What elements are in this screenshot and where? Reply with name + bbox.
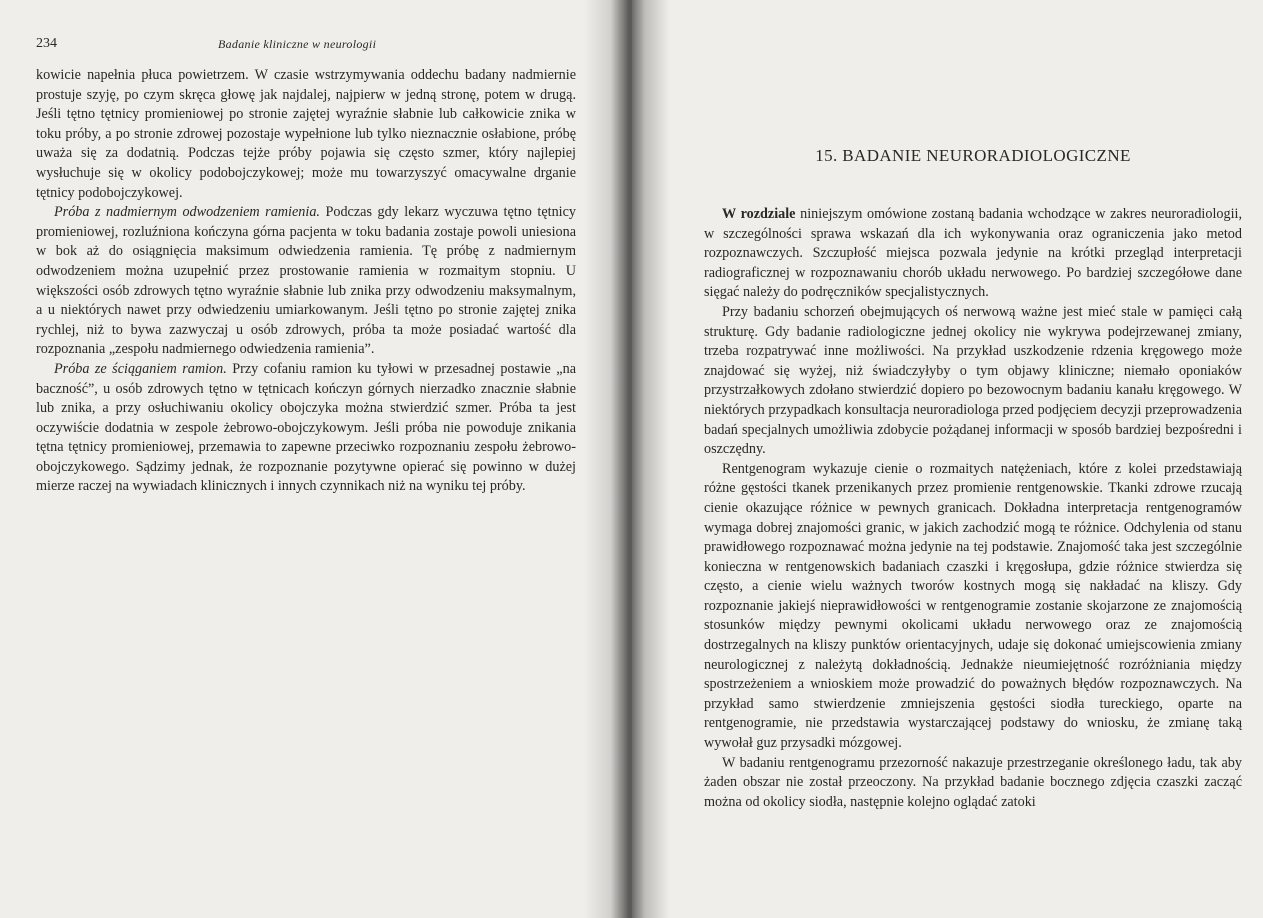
- running-title: Badanie kliniczne w neurologii: [218, 37, 377, 51]
- paragraph: [36, 203, 576, 360]
- paragraph: [704, 303, 1242, 460]
- paragraph-text: W badaniu rentgenogramu przezorność nakazuje przestrzeganie określonego ładu, tak aby żaden obszar nie został przeoczony. Na przykład badanie bocznego zdjęcia czaszki zacząć można od okolicy siodła, następnie kolejno oglądać zatoki: [704, 754, 1242, 810]
- paragraph-text: niniejszym omówione zostaną badania wchodzące w zakres neuroradiologii, w szczególności sprawa wskazań dla ich wykonywania oraz ograniczenia jako metod rozpoznawczych. Szczupłość miejsca pozwala jedynie na krótki przegląd interpretacji radiograficznej w rozpoznawaniu chorób układu nerwowego. Po bardziej szczegółowe dane sięgać należy do podręczników specjalistycznych.: [704, 206, 1243, 301]
- paragraph-text: Przy badaniu schorzeń obejmujących oś nerwową ważne jest mieć stale w pamięci całą strukturę. Gdy badanie radiologiczne jednej okolicy nie wykrywa podejrzewanej zmiany, trzeba rozpatrywać inne możliwości. Na przykład uszkodzenie rdzenia kręgowego może znajdować się wyżej, niż świadczyłyby o tym objawy kliniczne; niemało oponiaków przystrzałkowych zdołano stwierdzić dopiero po bezowocnym badaniu kanału kręgowego. W niektórych przypadkach konsultacja neuroradiologa przed podjęciem decyzji przeprowadzenia badań specjalnych umożliwia zdobycie pożądanej informacji w sposób bardziej bezpośredni i oszczędny.: [704, 303, 1242, 458]
- paragraph: [704, 754, 1242, 813]
- paragraph-lead: Próba ze ściąganiem ramion.: [54, 360, 227, 377]
- paragraph-text: Przy cofaniu ramion ku tyłowi w przesadnej postawie „na baczność”, u osób zdrowych tętno w tętnicach kończyn górnych nierzadko znacznie słabnie lub znika, a przy osłuchiwaniu okolicy obojczyka można stwierdzić szmer. Próba ta jest oczywiście dodatnia w zespole żebrowo-obojczykowym. Jeśli próba nie powoduje znikania tętna tętnicy promieniowej, przemawia to zapewne przeciwko rozpoznaniu zespołu żebrowo-obojczykowego. Sądzimy jednak, że rozpoznanie pozytywne opierać się powinno w dużej mierze raczej na wywiadach klinicznych i innych czynnikach niż na wyniku tej próby.: [36, 360, 576, 495]
- running-head: [36, 36, 576, 54]
- paragraph-text: Rentgenogram wykazuje cienie o rozmaitych natężeniach, które z kolei przedstawiają różne gęstości tkanek przenikanych przez promienie rentgenowskie. Tkanki zdrowe rzucają cienie okazujące różnice w pewnych granicach. Dokładna interpretacja rentgenogramów wymaga dobrej znajomości granic, w jakich zachodzić mogą te różnice. Odchylenia od stanu prawidłowego rozpoznawać można jedynie na tej podstawie. Znajomość taka jest szczególnie konieczna w rentgenowskich badaniach czaszki i kręgosłupa, gdzie różnice stwierdza się często, a cienie wielu ważnych tworów kostnych mogą się nakładać na kliszy. Gdy rozpoznanie jakiejś nieprawidłowości w rentgenogramie zostanie skojarzone ze znajomością stosunków między pewnymi okolicami układu nerwowego oraz ze znajomością dostrzegalnych na kliszy punktów orientacyjnych, udaje się dokonać umiejscowienia zmiany neurologicznej z należytą dokładnością. Jednakże nieumiejętność rozróżniania między spostrzeżeniem a wnioskiem może prowadzić do poważnych błędów rozpoznawczych. Na przykład samo stwierdzenie zmniejszenia gęstości siodła tureckiego, oparte na rentgenogramie, nie przedstawia wystarczającej podstawy do wniosku, że zmianę taką wywołał guz przysadki mózgowej.: [704, 460, 1242, 752]
- paragraph: [36, 360, 576, 497]
- paragraph: [36, 66, 576, 203]
- left-page-text: [36, 66, 576, 497]
- page-number: 234: [36, 36, 57, 51]
- paragraph-lead: Próba z nadmiernym odwodzeniem ramienia.: [54, 204, 320, 221]
- paragraph: [704, 460, 1242, 754]
- paragraph-text: kowicie napełnia płuca powietrzem. W czasie wstrzymywania oddechu badany nadmiernie prostuje szyję, po czym skręca głowę jak najdalej, najpierw w jedną stronę, potem w drugą. Jeśli tętno tętnicy promieniowej po stronie zajętej wyraźnie słabnie lub całkowicie znika w toku próby, a po stronie zdrowej pozostaje wypełnione lub tylko nieznacznie osłabione, próbę uważa się za dodatnią. Podczas tejże próby pojawia się często szmer, który najlepiej wysłuchuje się w okolicy podobojczykowej; może mu towarzyszyć omacywalne drganie tętnicy podobojczykowej.: [36, 67, 576, 201]
- chapter-title: 15. BADANIE NEURORADIOLOGICZNE: [815, 146, 1131, 165]
- paragraph: [704, 205, 1242, 303]
- paragraph-text: Podczas gdy lekarz wyczuwa tętno tętnicy promieniowej, rozluźniona kończyna górna pacjenta w toku badania zostaje powoli uniesiona w bok aż do osiągnięcia maksimum odwiedzenia ramienia. Tę próbę z nadmiernym odwodzeniem można uzupełnić przez prostowanie ramienia w rozmaitym stopniu. U większości osób zdrowych tętno wyraźnie słabnie lub znika przy odwodzeniu maksymalnym, a u niektórych nawet przy odwiedzeniu umiarkowanym. Jeśli tętno po stronie zajętej znika rychlej, niż to bywa zazwyczaj u osób zdrowych, próba ta może posiadać wartość dla rozpoznania „zespołu nadmiernego odwiedzenia ramienia”.: [36, 204, 576, 358]
- paragraph-lead: W rozdziale: [722, 206, 796, 222]
- right-page-text: [704, 205, 1242, 812]
